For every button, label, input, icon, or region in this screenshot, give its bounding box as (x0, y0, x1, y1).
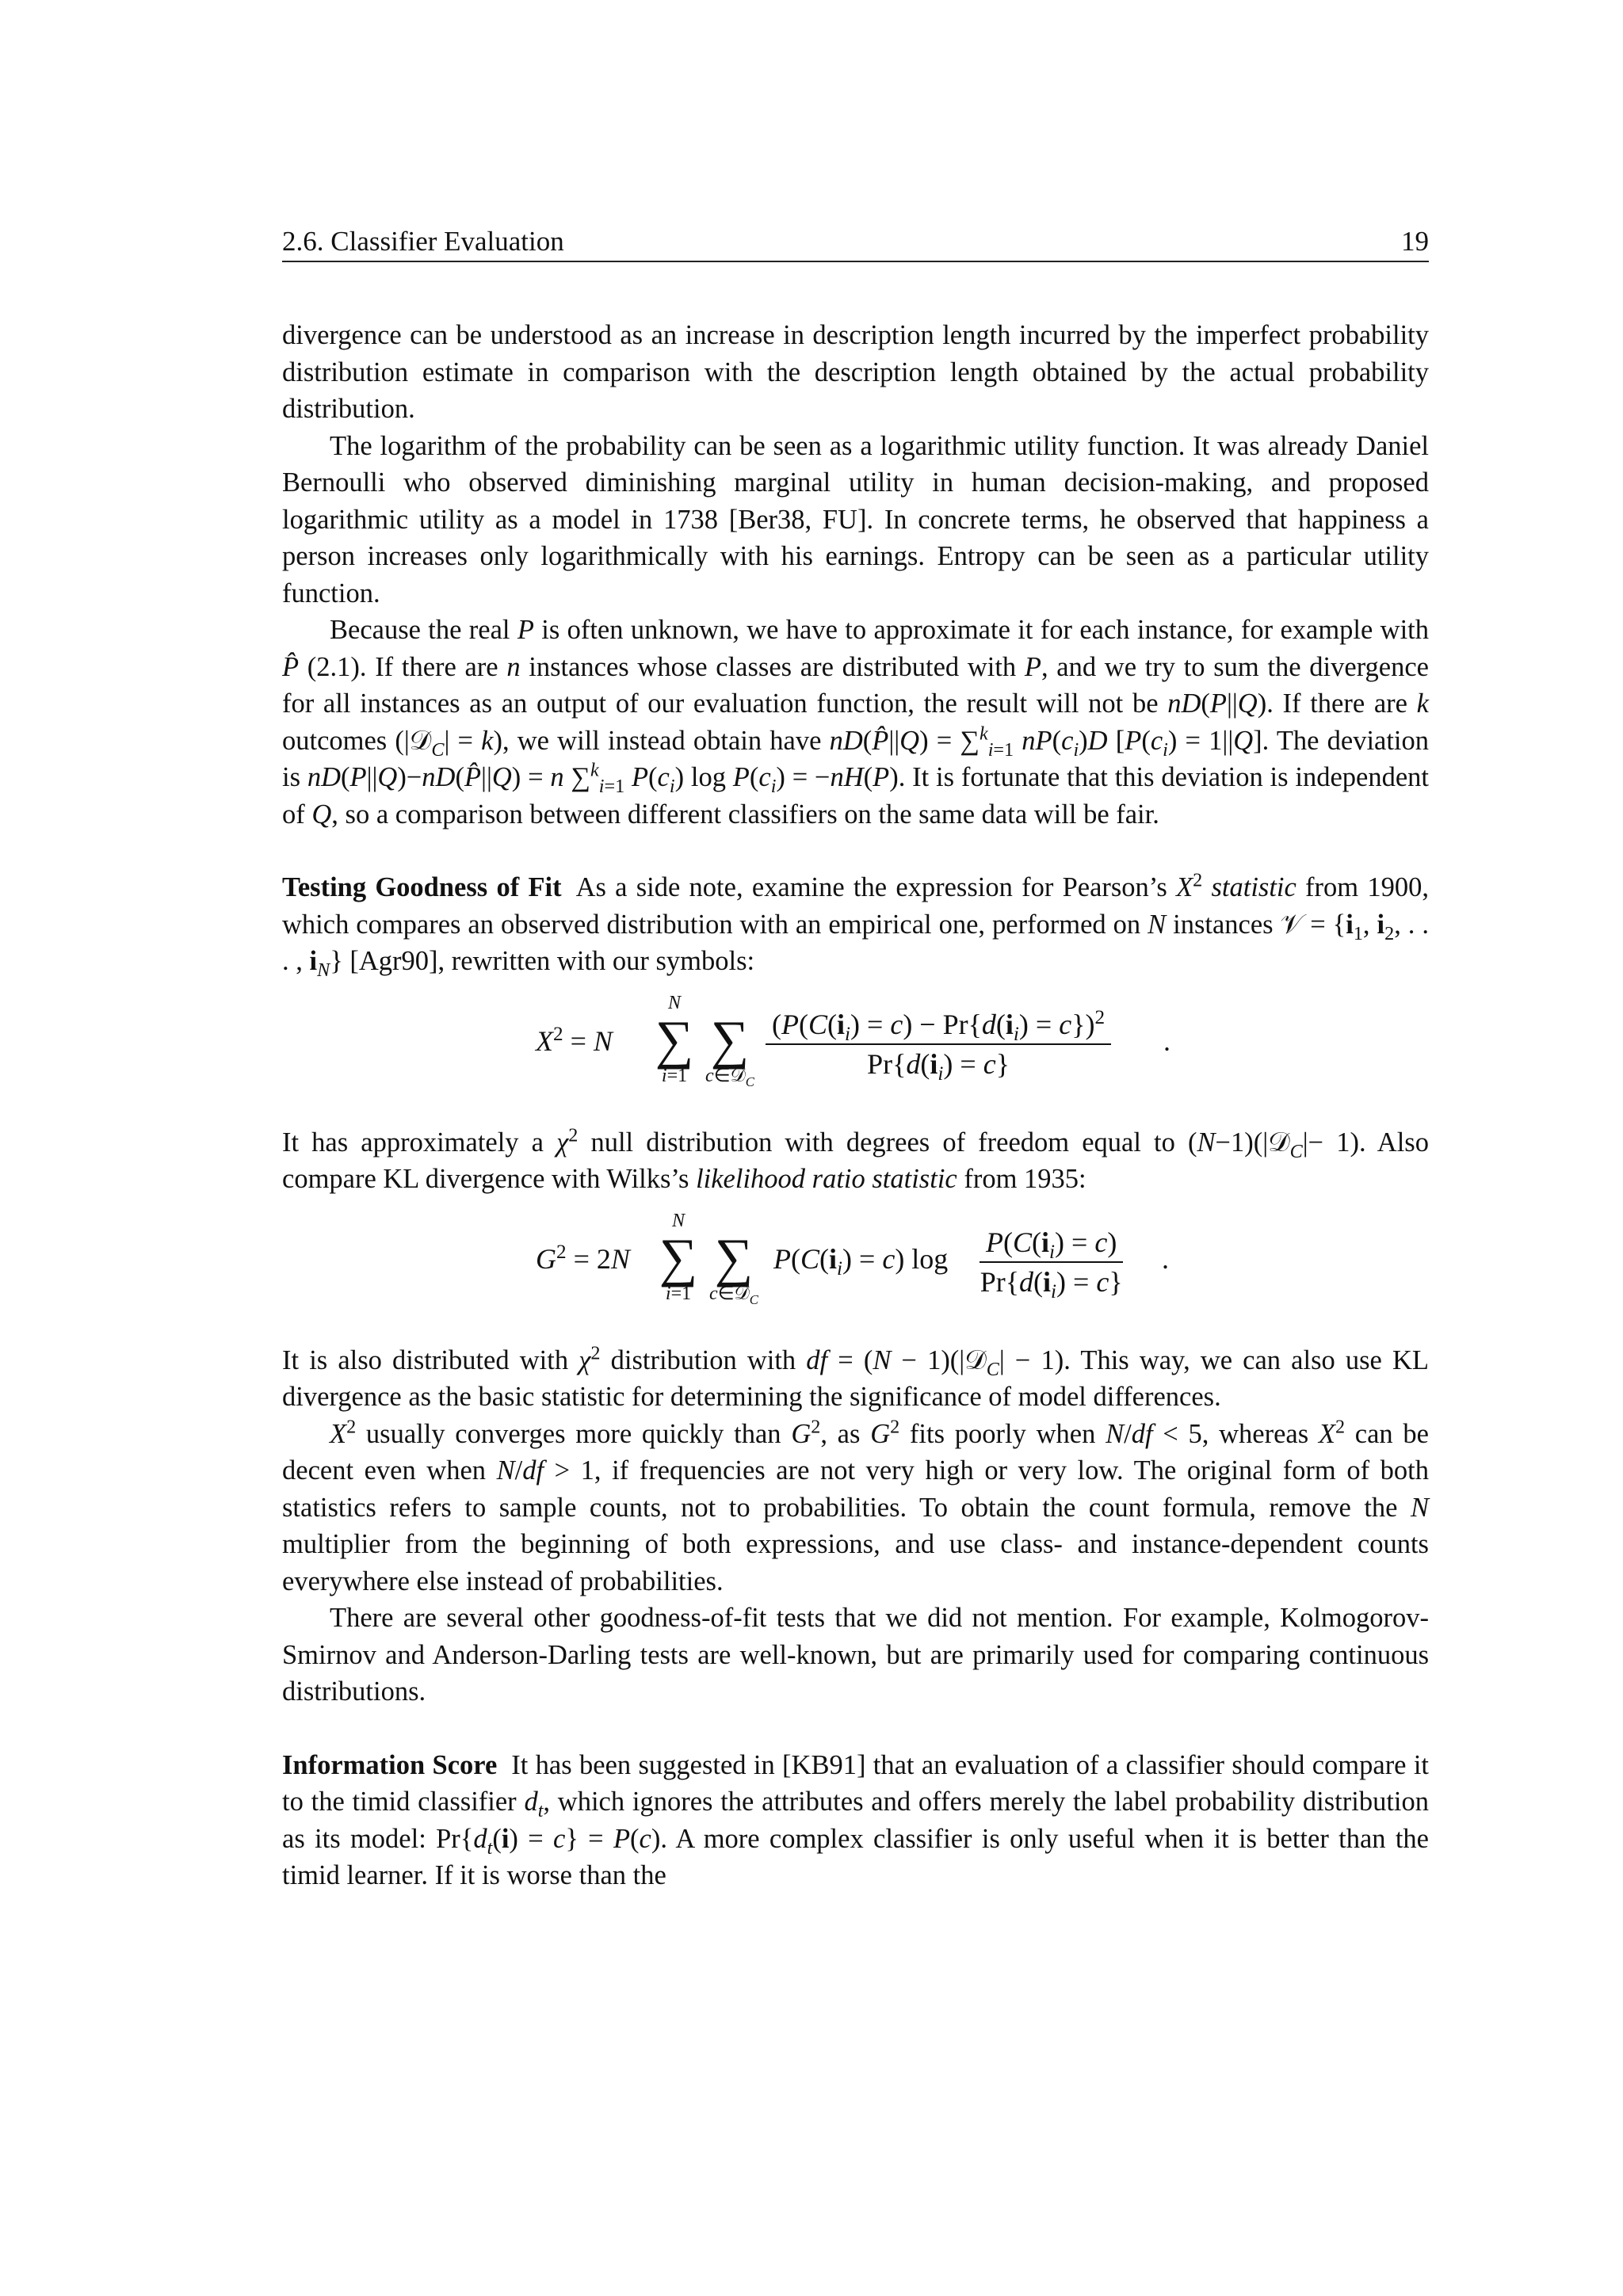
paragraph-approximation: Because the real P is often unknown, we have to approximate it for each instance, for example with P̂ (2.1). If there are n instances whose classes are distributed with P, and we try to sum the divergence for all instances as an output of our evaluation function, the result will not be nD(P||Q). If there are k outcomes (|𝒟$_C$| = k), we will instead obtain have nD(P̂||Q) = ∑$^k_{i=1}$ $nP(c_i)D$ $[P(c_i) = 1||Q]$. The deviation is nD(P||Q)−nD(P̂||Q) = n ∑$^k_{i=1}$ $P(c_i)$ $\log P(c_i) = -nH(P)$. It is fortunate that this deviation is independent of Q, so a comparison between different classifiers on the same data will be fair. (282, 615, 1430, 830)
equation-pearson-x2: $X^2 = N$ N ∑ i=1 ∑ c∈𝒟$_C$ $\frac{(P(C(i_i) = c) - Pr\{d(i_i) = c\})^2}{Pr\{d(i_i) = c\}}$ . (536, 992, 1170, 1089)
heading-information-score: Information Score (282, 1749, 498, 1780)
section-title: 2.6. Classifier Evaluation (282, 226, 564, 257)
paragraph-chi-square: It has approximately a $\chi^2$ null distribution with degrees of freedom equal to (N−1)(|𝒟$_C$|− 1). Also compare KL divergence with Wilks’s likelihood ratio statistic from 1935: (282, 1124, 1429, 1194)
page-number: 19 (1401, 226, 1429, 257)
paragraph-continued: divergence can be understood as an increase in description length incurred by the imperfect probability distribution estimate in comparison with the description length obtained by the actual probability distribution. (282, 320, 1429, 424)
paragraph-other-tests: There are several other goodness-of-fit tests that we did not mention. For example, Kolmogorov-Smirnov and Anderson-Darling tests are well-known, but are primarily used for comparing continuous distributions. (282, 1603, 1429, 1707)
equation-wilks-g2: $G^2 = 2N$ N ∑ i=1 ∑ c∈𝒟$_C$ $P(C(i_i) = c)$ log $\frac{P(C(i_i) = c)}{Pr\{d(i_i) = c\}}$ . (536, 1210, 1169, 1307)
heading-goodness-of-fit: Testing Goodness of Fit (282, 872, 562, 902)
paragraph-information-score: Information Score It has been suggested in [KB91] that an evaluation of a classifier should compare it to the timid classifier $d_t$, which ignores the attributes and offers merely the label probability distribution as its model: $Pr\{d_t(i) = c\} = P(c)$. A more complex classifier is only useful when it is better than the timid learner. If it is worse than the (282, 1749, 1430, 1890)
paragraph-g2-distribution: It is also distributed with $\chi^2$ distribution with df = (N − 1)(|𝒟$_C$| − 1). This way, we can also use KL divergence as the basic statistic for determining the significance of model differences. (282, 1342, 1429, 1412)
paragraph-goodness-of-fit: Testing Goodness of Fit As a side note, examine the expression for Pearson’s $X^2$ statistic from 1900, which compares an observed distribution with an empirical one, performed on N instances 𝒱 = {$i_1$, $i_2$, . . . , $i_N$} [Agr90], rewritten with our symbols: (282, 869, 1429, 981)
body-text (282, 317, 1429, 1894)
paragraph-convergence: $X^2$ usually converges more quickly than $G^2$, as $G^2$ fits poorly when N/df < 5, whereas $X^2$ can be decent even when N/df > 1, if frequencies are not very high or very low. The original form of both statistics refers to sample counts, not to probabilities. To obtain the count formula, remove the N multiplier from the beginning of both expressions, and use class- and instance-dependent counts everywhere else instead of probabilities. (282, 1416, 1429, 1596)
paragraph-utility: The logarithm of the probability can be seen as a logarithmic utility function. It was already Daniel Bernoulli who observed diminishing marginal utility in human decision-making, and proposed logarithmic utility as a model in 1738 [Ber38, FU]. In concrete terms, he observed that happiness a person increases only logarithmically with his earnings. Entropy can be seen as a particular utility function. (282, 430, 1429, 608)
running-head (282, 224, 1429, 262)
